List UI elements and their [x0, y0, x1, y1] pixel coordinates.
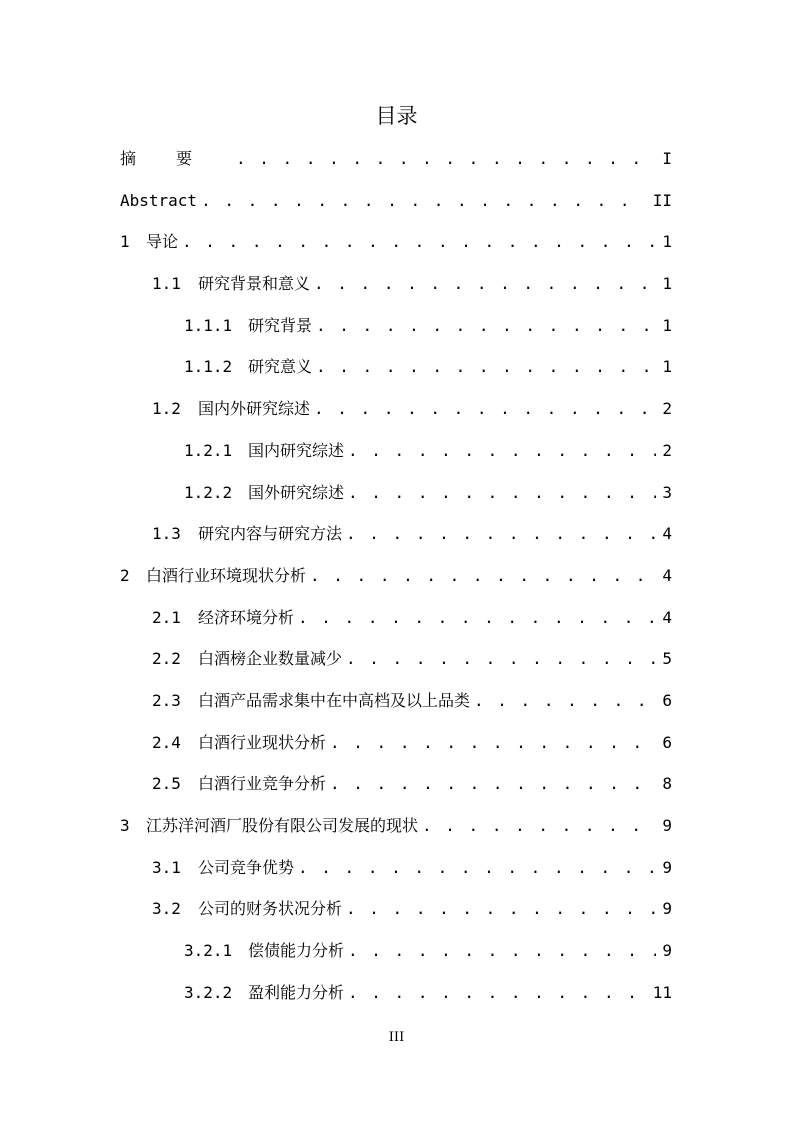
toc-entry-number: 2 — [120, 565, 130, 585]
toc-leader-dots — [314, 388, 656, 430]
toc-leader-dots — [298, 597, 656, 639]
toc-leader-dots — [236, 138, 656, 180]
toc-entry-label: 白酒行业环境现状分析 — [146, 565, 307, 585]
toc-entry-page: 5 — [662, 649, 672, 669]
toc-entry-page: 4 — [662, 607, 672, 627]
toc-leader-dots — [330, 722, 656, 764]
toc-leader-dots — [182, 221, 656, 263]
toc-entry-section-3-2[interactable] — [120, 888, 672, 930]
toc-entry-section-3-2-1[interactable] — [120, 930, 672, 972]
toc-entry-label: 摘要 — [120, 149, 233, 168]
toc-entry-section-1-1[interactable] — [120, 263, 672, 305]
toc-entry-chapter-2[interactable] — [120, 555, 672, 597]
toc-entry-page: 1 — [662, 357, 672, 377]
toc-leader-dots — [346, 513, 656, 555]
toc-entry-label: 白酒榜企业数量减少 — [198, 649, 343, 669]
toc-entry-section-1-1-2[interactable] — [120, 346, 672, 388]
toc-entry-label: 国内研究综述 — [248, 440, 345, 460]
toc-entry-number: 2.5 — [152, 774, 181, 794]
toc-leader-dots — [348, 930, 656, 972]
toc-entry-section-2-3[interactable] — [120, 680, 672, 722]
toc-entry-section-1-2-2[interactable] — [120, 472, 672, 514]
toc-leader-dots — [348, 430, 656, 472]
toc-leader-dots — [298, 847, 656, 889]
toc-entry-section-1-3[interactable] — [120, 513, 672, 555]
toc-entry-page: 1 — [662, 274, 672, 294]
toc-entry-number: 1.3 — [152, 524, 181, 544]
toc-entry-section-3-2-2[interactable] — [120, 972, 672, 1014]
toc-leader-dots — [316, 346, 656, 388]
toc-entry-number: 1.1.2 — [184, 357, 233, 377]
toc-entry-abstract-en[interactable] — [120, 180, 672, 222]
toc-entry-page: 6 — [662, 732, 672, 752]
toc-entry-number: 1.1 — [152, 274, 181, 294]
toc-entry-label: 白酒行业竞争分析 — [198, 774, 327, 794]
toc-leader-dots — [314, 263, 656, 305]
toc-entry-page: 4 — [662, 524, 672, 544]
toc-entry-label: 研究背景和意义 — [198, 274, 311, 294]
toc-entry-section-2-2[interactable] — [120, 638, 672, 680]
toc-entry-number: 1 — [120, 232, 130, 252]
toc-entry-label: 国外研究综述 — [248, 482, 345, 502]
toc-leader-dots — [330, 763, 656, 805]
toc-leader-dots — [474, 680, 656, 722]
toc-leader-dots — [310, 555, 656, 597]
toc-entry-label: 研究内容与研究方法 — [198, 524, 343, 544]
toc-entry-section-2-1[interactable] — [120, 597, 672, 639]
toc-leader-dots — [201, 180, 647, 222]
toc-entry-page: 9 — [662, 941, 672, 961]
toc-entry-page: 3 — [662, 482, 672, 502]
toc-entry-number: 1.2.1 — [184, 440, 233, 460]
toc-entry-number: 3 — [120, 816, 130, 835]
toc-entry-number: 1.2 — [152, 399, 181, 419]
toc-entry-label: 盈利能力分析 — [248, 982, 345, 1002]
toc-entry-section-2-4[interactable] — [120, 722, 672, 764]
toc-entry-number: 2.2 — [152, 649, 181, 669]
toc-entry-page: 9 — [662, 857, 672, 877]
toc-leader-dots — [346, 638, 656, 680]
toc-entry-section-3-1[interactable] — [120, 847, 672, 889]
toc-entry-page: 8 — [662, 774, 672, 794]
toc-leader-dots — [316, 305, 656, 347]
toc-entry-section-1-1-1[interactable] — [120, 305, 672, 347]
toc-entry-label: 江苏洋河酒厂股份有限公司发展的现状 — [146, 816, 419, 835]
toc-leader-dots — [346, 888, 656, 930]
toc-entry-page: I — [662, 149, 672, 168]
toc-entry-number: 3.2.2 — [184, 982, 233, 1002]
toc-entry-number: 2.3 — [152, 690, 181, 710]
toc-entry-label: 公司的财务状况分析 — [198, 899, 343, 919]
toc-entry-label: 研究意义 — [248, 357, 313, 377]
toc-entry-number: 2.1 — [152, 607, 181, 627]
toc-entry-number: 1.2.2 — [184, 482, 233, 502]
toc-entry-chapter-1[interactable] — [120, 221, 672, 263]
toc-entry-label: 研究背景 — [248, 315, 313, 335]
page-number: III — [388, 1030, 405, 1045]
toc-entry-label: 经济环境分析 — [198, 607, 295, 627]
toc-entry-page: II — [652, 190, 672, 210]
toc-entry-section-2-5[interactable] — [120, 763, 672, 805]
toc-entry-label: Abstract — [120, 190, 198, 210]
toc-entry-page: 6 — [662, 690, 672, 710]
toc-leader-dots — [348, 472, 656, 514]
toc-entry-page: 1 — [662, 232, 672, 252]
toc-entry-section-1-2[interactable] — [120, 388, 672, 430]
toc-entry-number: 1.1.1 — [184, 315, 233, 335]
toc-entry-page: 9 — [662, 816, 672, 835]
toc-entry-number: 3.2.1 — [184, 941, 233, 961]
toc-title: 目录 — [375, 104, 418, 128]
toc-entry-number: 2.4 — [152, 732, 181, 752]
toc-entry-label: 公司竞争优势 — [198, 857, 295, 877]
toc-entry-page: 4 — [662, 565, 672, 585]
toc-entry-label: 白酒行业现状分析 — [198, 732, 327, 752]
toc-entry-label: 国内外研究综述 — [198, 399, 311, 419]
toc-entry-page: 11 — [652, 982, 672, 1002]
toc-entry-label: 偿债能力分析 — [248, 941, 345, 961]
toc-entry-abstract-cn[interactable] — [120, 138, 672, 180]
toc-entry-chapter-3[interactable] — [120, 805, 672, 847]
toc-entry-page: 2 — [662, 399, 672, 419]
toc-leader-dots — [348, 972, 647, 1014]
toc-entry-number: 3.1 — [152, 857, 181, 877]
toc-entry-label: 导论 — [146, 232, 179, 252]
toc-entry-label: 白酒产品需求集中在中高档及以上品类 — [198, 690, 471, 710]
toc-entry-number: 3.2 — [152, 899, 181, 919]
toc-leader-dots — [422, 805, 656, 847]
toc-entry-page: 2 — [662, 440, 672, 460]
table-of-contents — [120, 138, 672, 1013]
toc-entry-section-1-2-1[interactable] — [120, 430, 672, 472]
toc-entry-page: 1 — [662, 315, 672, 335]
toc-entry-page: 9 — [662, 899, 672, 919]
